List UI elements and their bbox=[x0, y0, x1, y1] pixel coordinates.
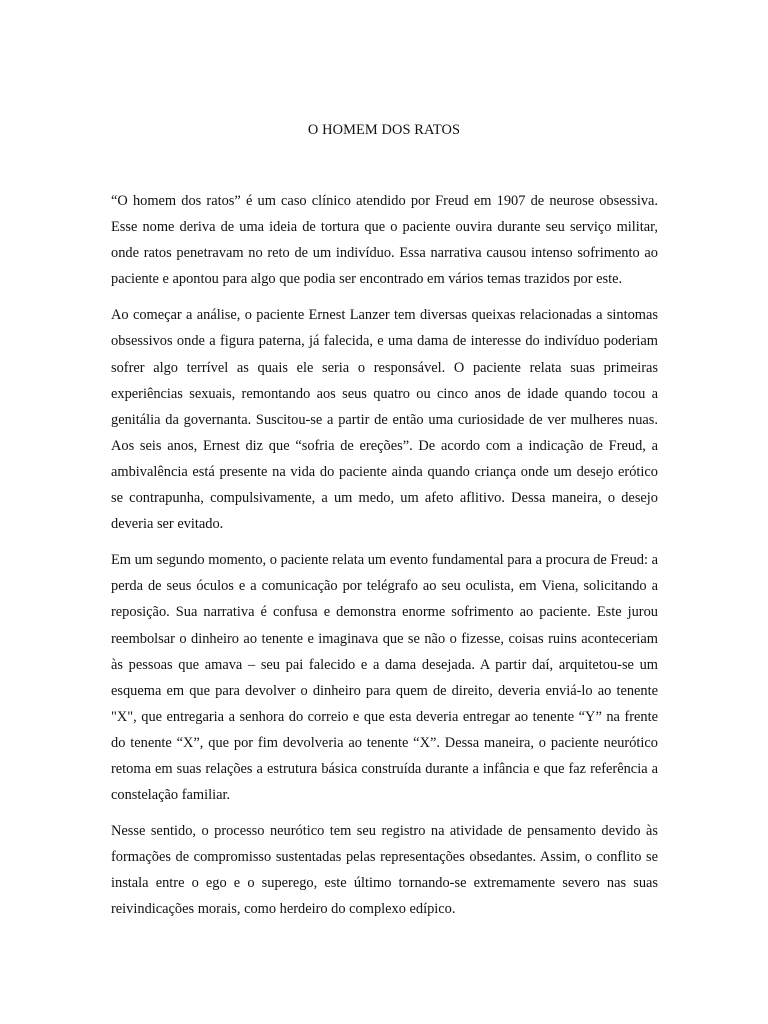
document-body bbox=[111, 188, 658, 933]
paragraph-1: “O homem dos ratos” é um caso clínico atendido por Freud em 1907 de neurose obsessiva. Esse nome deriva de uma ideia de tortura que o paciente ouvira durante seu serviço militar, onde ratos penetravam no reto de um indivíduo. Essa narrativa causou intenso sofrimento ao paciente e apontou para algo que podia ser encontrado em vários temas trazidos por este. bbox=[111, 193, 658, 288]
paragraph-2: Ao começar a análise, o paciente Ernest Lanzer tem diversas queixas relacionadas a sintomas obsessivos onde a figura paterna, já falecida, e uma dama de interesse do indivíduo poderiam sofrer algo terrível as quais ele seria o responsável. O paciente relata suas primeiras experiências sexuais, remontando aos seus quatro ou cinco anos de idade quando tocou a genitália da governanta. Suscitou-se a partir de então uma curiosidade de ver mulheres nuas. Aos seis anos, Ernest diz que “sofria de ereções”. De acordo com a indicação de Freud, a ambivalência está presente na vida do paciente ainda quando criança onde um desejo erótico se contrapunha, compulsivamente, a um medo, um afeto aflitivo. Dessa maneira, o desejo deveria ser evitado. bbox=[111, 307, 658, 533]
document-title: O HOMEM DOS RATOS bbox=[307, 122, 461, 138]
paragraph-4: Nesse sentido, o processo neurótico tem seu registro na atividade de pensamento devido às formações de compromisso sustentadas pelas representações obsedantes. Assim, o conflito se instala entre o ego e o superego, este último tornando-se extremamente severo nas suas reivindicações morais, como herdeiro do complexo edípico. bbox=[111, 823, 658, 918]
paragraph-3: Em um segundo momento, o paciente relata um evento fundamental para a procura de Freud: a perda de seus óculos e a comunicação por telégrafo ao seu oculista, em Viena, solicitando a reposição. Sua narrativa é confusa e demonstra enorme sofrimento ao paciente. Este jurou reembolsar o dinheiro ao tenente e imaginava que se não o fizesse, coisas ruins aconteceriam às pessoas que amava – seu pai falecido e a dama desejada. A partir daí, arquitetou-se um esquema em que para devolver o dinheiro para quem de direito, deveria enviá-lo ao tenente "X", que entregaria a senhora do correio e que esta deveria entregar ao tenente “Y” na frente do tenente “X”, que por fim devolveria ao tenente “X”. Dessa maneira, o paciente neurótico retoma em suas relações a estrutura básica construída durante a infância e que faz referência a constelação familiar. bbox=[111, 552, 658, 804]
